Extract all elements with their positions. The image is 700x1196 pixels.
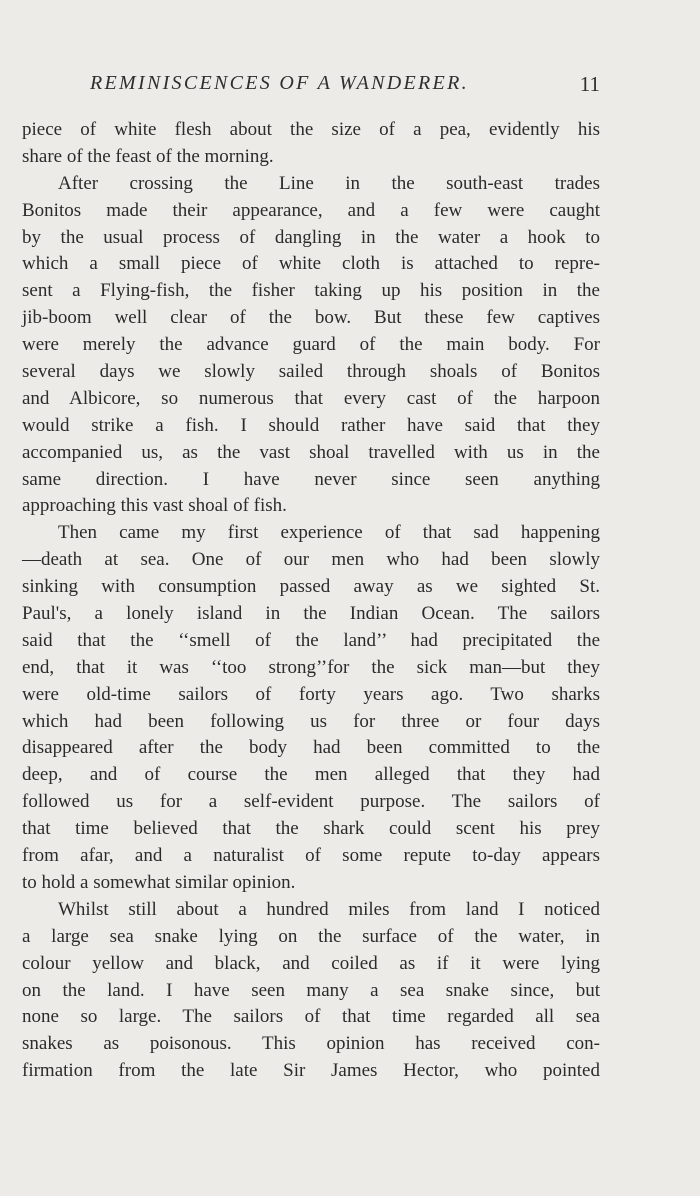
text-line: which a small piece of white cloth is attached to repre- xyxy=(22,253,600,275)
text-line: by the usual process of dangling in the water a hook to xyxy=(22,226,600,248)
body-text xyxy=(22,117,600,1085)
text-line: said that the ‘‘smell of the land’’ had precipitated the xyxy=(22,629,600,651)
text-line: and Albicore, so numerous that every cast of the harpoon xyxy=(22,387,600,409)
text-line: end, that it was ‘‘too strong’’for the sick man—but they xyxy=(22,656,600,678)
text-line: disappeared after the body had been committed to the xyxy=(22,737,600,759)
text-line: from afar, and a naturalist of some repute to-day appears xyxy=(22,845,600,867)
text-line: —death at sea. One of our men who had been slowly xyxy=(22,549,600,571)
text-line: approaching this vast shoal of fish. xyxy=(22,495,287,517)
text-line: Bonitos made their appearance, and a few were caught xyxy=(22,199,600,221)
text-line: a large sea snake lying on the surface of the water, in xyxy=(22,925,600,947)
text-line: After crossing the Line in the south-east trades xyxy=(58,172,600,194)
text-line: Whilst still about a hundred miles from land I noticed xyxy=(58,898,600,920)
text-line: accompanied us, as the vast shoal travelled with us in the xyxy=(22,441,600,463)
text-line: that time believed that the shark could scent his prey xyxy=(22,818,600,840)
page-number: 11 xyxy=(579,72,600,96)
text-line: which had been following us for three or four days xyxy=(22,710,600,732)
text-line: were old-time sailors of forty years ago. Two sharks xyxy=(22,683,600,705)
text-line: followed us for a self-evident purpose. The sailors of xyxy=(22,791,600,813)
text-line: to hold a somewhat similar opinion. xyxy=(22,871,296,893)
text-line: were merely the advance guard of the main body. For xyxy=(22,334,600,356)
text-line: Paul's, a lonely island in the Indian Ocean. The sailors xyxy=(22,603,600,625)
text-line: share of the feast of the morning. xyxy=(22,145,274,167)
text-line: several days we slowly sailed through shoals of Bonitos xyxy=(22,361,600,383)
running-title: REMINISCENCES OF A WANDERER. xyxy=(90,72,469,94)
text-line: firmation from the late Sir James Hector, who pointed xyxy=(22,1060,600,1082)
text-line: piece of white flesh about the size of a pea, evidently his xyxy=(22,119,600,140)
text-line: sinking with consumption passed away as we sighted St. xyxy=(22,576,600,598)
text-line: none so large. The sailors of that time regarded all sea xyxy=(22,1006,600,1028)
text-line: colour yellow and black, and coiled as if it were lying xyxy=(22,952,600,974)
text-line: same direction. I have never since seen anything xyxy=(22,468,600,490)
text-line: on the land. I have seen many a sea snake since, but xyxy=(22,979,600,1001)
text-line: Then came my first experience of that sad happening xyxy=(58,522,600,544)
text-line: sent a Flying-fish, the fisher taking up his position in the xyxy=(22,280,600,302)
text-line: jib-boom well clear of the bow. But these few captives xyxy=(22,307,600,329)
running-header xyxy=(22,72,600,104)
text-line: would strike a fish. I should rather have said that they xyxy=(22,414,600,436)
text-line: snakes as poisonous. This opinion has received con- xyxy=(22,1033,600,1055)
text-line: deep, and of course the men alleged that they had xyxy=(22,764,600,786)
